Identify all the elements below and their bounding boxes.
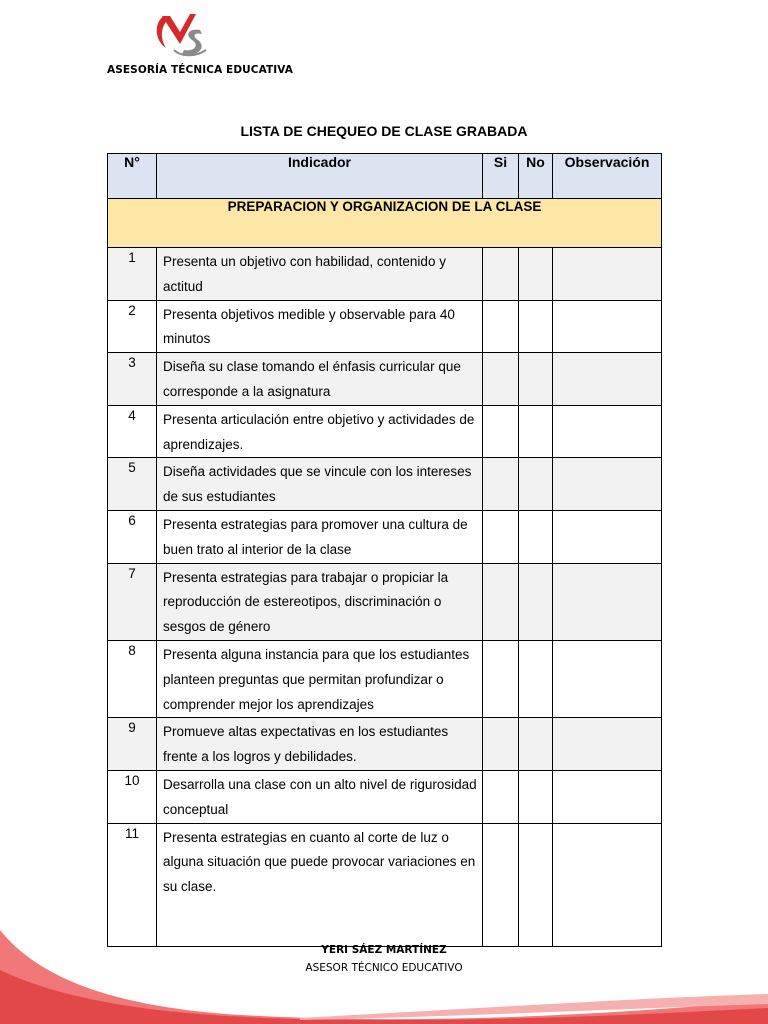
row-number: 3: [108, 353, 157, 406]
observation-cell[interactable]: [553, 718, 662, 771]
row-number: 10: [108, 770, 157, 823]
observation-cell[interactable]: [553, 248, 662, 301]
si-cell[interactable]: [483, 405, 519, 458]
row-number: 2: [108, 300, 157, 353]
row-indicator: Presenta articulación entre objetivo y actividades de aprendizajes.: [157, 405, 483, 458]
row-indicator: Presenta estrategias para trabajar o propiciar la reproducción de estereotipos, discriminación o sesgos de género: [157, 563, 483, 640]
document-title: LISTA DE CHEQUEO DE CLASE GRABADA: [240, 123, 528, 139]
si-cell[interactable]: [483, 563, 519, 640]
si-cell[interactable]: [483, 718, 519, 771]
observation-cell[interactable]: [553, 770, 662, 823]
no-cell[interactable]: [519, 640, 553, 717]
row-indicator: Promueve altas expectativas en los estudiantes frente a los logros y debilidades.: [157, 718, 483, 771]
section-row: [108, 199, 662, 248]
si-cell[interactable]: [483, 458, 519, 511]
table-row: [108, 405, 662, 458]
observation-cell[interactable]: [553, 300, 662, 353]
checklist-table: [107, 153, 662, 947]
observation-cell[interactable]: [553, 563, 662, 640]
row-indicator: Diseña actividades que se vincule con los intereses de sus estudiantes: [157, 458, 483, 511]
organization-name: ASESORÍA TÉCNICA EDUCATIVA: [107, 64, 293, 76]
si-cell[interactable]: [483, 510, 519, 563]
row-indicator: Desarrolla una clase con un alto nivel de rigurosidad conceptual: [157, 770, 483, 823]
column-header-number: N°: [108, 154, 157, 199]
row-number: 4: [108, 405, 157, 458]
row-indicator: Presenta alguna instancia para que los estudiantes planteen preguntas que permitan profundizar o comprender mejor los aprendizajes: [157, 640, 483, 717]
si-cell[interactable]: [483, 640, 519, 717]
column-header-si: Si: [483, 154, 519, 199]
si-cell[interactable]: [483, 353, 519, 406]
row-indicator: Presenta objetivos medible y observable para 40 minutos: [157, 300, 483, 353]
row-indicator: Diseña su clase tomando el énfasis curricular que corresponde a la asignatura: [157, 353, 483, 406]
table-row: [108, 770, 662, 823]
section-title: PREPARACION Y ORGANIZACION DE LA CLASE: [108, 199, 662, 248]
table-row: [108, 248, 662, 301]
row-number: 8: [108, 640, 157, 717]
company-logo-icon: [150, 10, 214, 60]
table-row: [108, 640, 662, 717]
row-number: 11: [108, 823, 157, 946]
row-indicator: Presenta estrategias para promover una cultura de buen trato al interior de la clase: [157, 510, 483, 563]
table-row: [108, 563, 662, 640]
table-row: [108, 300, 662, 353]
column-header-observation: Observación: [553, 154, 662, 199]
column-header-no: No: [519, 154, 553, 199]
observation-cell[interactable]: [553, 510, 662, 563]
si-cell[interactable]: [483, 248, 519, 301]
column-header-indicator: Indicador: [157, 154, 483, 199]
no-cell[interactable]: [519, 770, 553, 823]
row-number: 5: [108, 458, 157, 511]
observation-cell[interactable]: [553, 458, 662, 511]
table-row: [108, 718, 662, 771]
row-indicator: Presenta estrategias en cuanto al corte de luz o alguna situación que puede provocar variaciones en su clase.: [157, 823, 483, 946]
no-cell[interactable]: [519, 718, 553, 771]
table-row: [108, 353, 662, 406]
footer-author-name: YERI SÁEZ MARTÍNEZ: [321, 944, 447, 956]
row-number: 9: [108, 718, 157, 771]
no-cell[interactable]: [519, 510, 553, 563]
observation-cell[interactable]: [553, 353, 662, 406]
no-cell[interactable]: [519, 353, 553, 406]
no-cell[interactable]: [519, 300, 553, 353]
table-row: [108, 458, 662, 511]
no-cell[interactable]: [519, 248, 553, 301]
observation-cell[interactable]: [553, 640, 662, 717]
row-number: 7: [108, 563, 157, 640]
row-indicator: Presenta un objetivo con habilidad, contenido y actitud: [157, 248, 483, 301]
no-cell[interactable]: [519, 563, 553, 640]
table-row: [108, 510, 662, 563]
si-cell[interactable]: [483, 770, 519, 823]
no-cell[interactable]: [519, 458, 553, 511]
row-number: 6: [108, 510, 157, 563]
table-header-row: [108, 154, 662, 199]
si-cell[interactable]: [483, 300, 519, 353]
no-cell[interactable]: [519, 405, 553, 458]
row-number: 1: [108, 248, 157, 301]
observation-cell[interactable]: [553, 405, 662, 458]
footer-author-role: ASESOR TÉCNICO EDUCATIVO: [305, 962, 463, 974]
